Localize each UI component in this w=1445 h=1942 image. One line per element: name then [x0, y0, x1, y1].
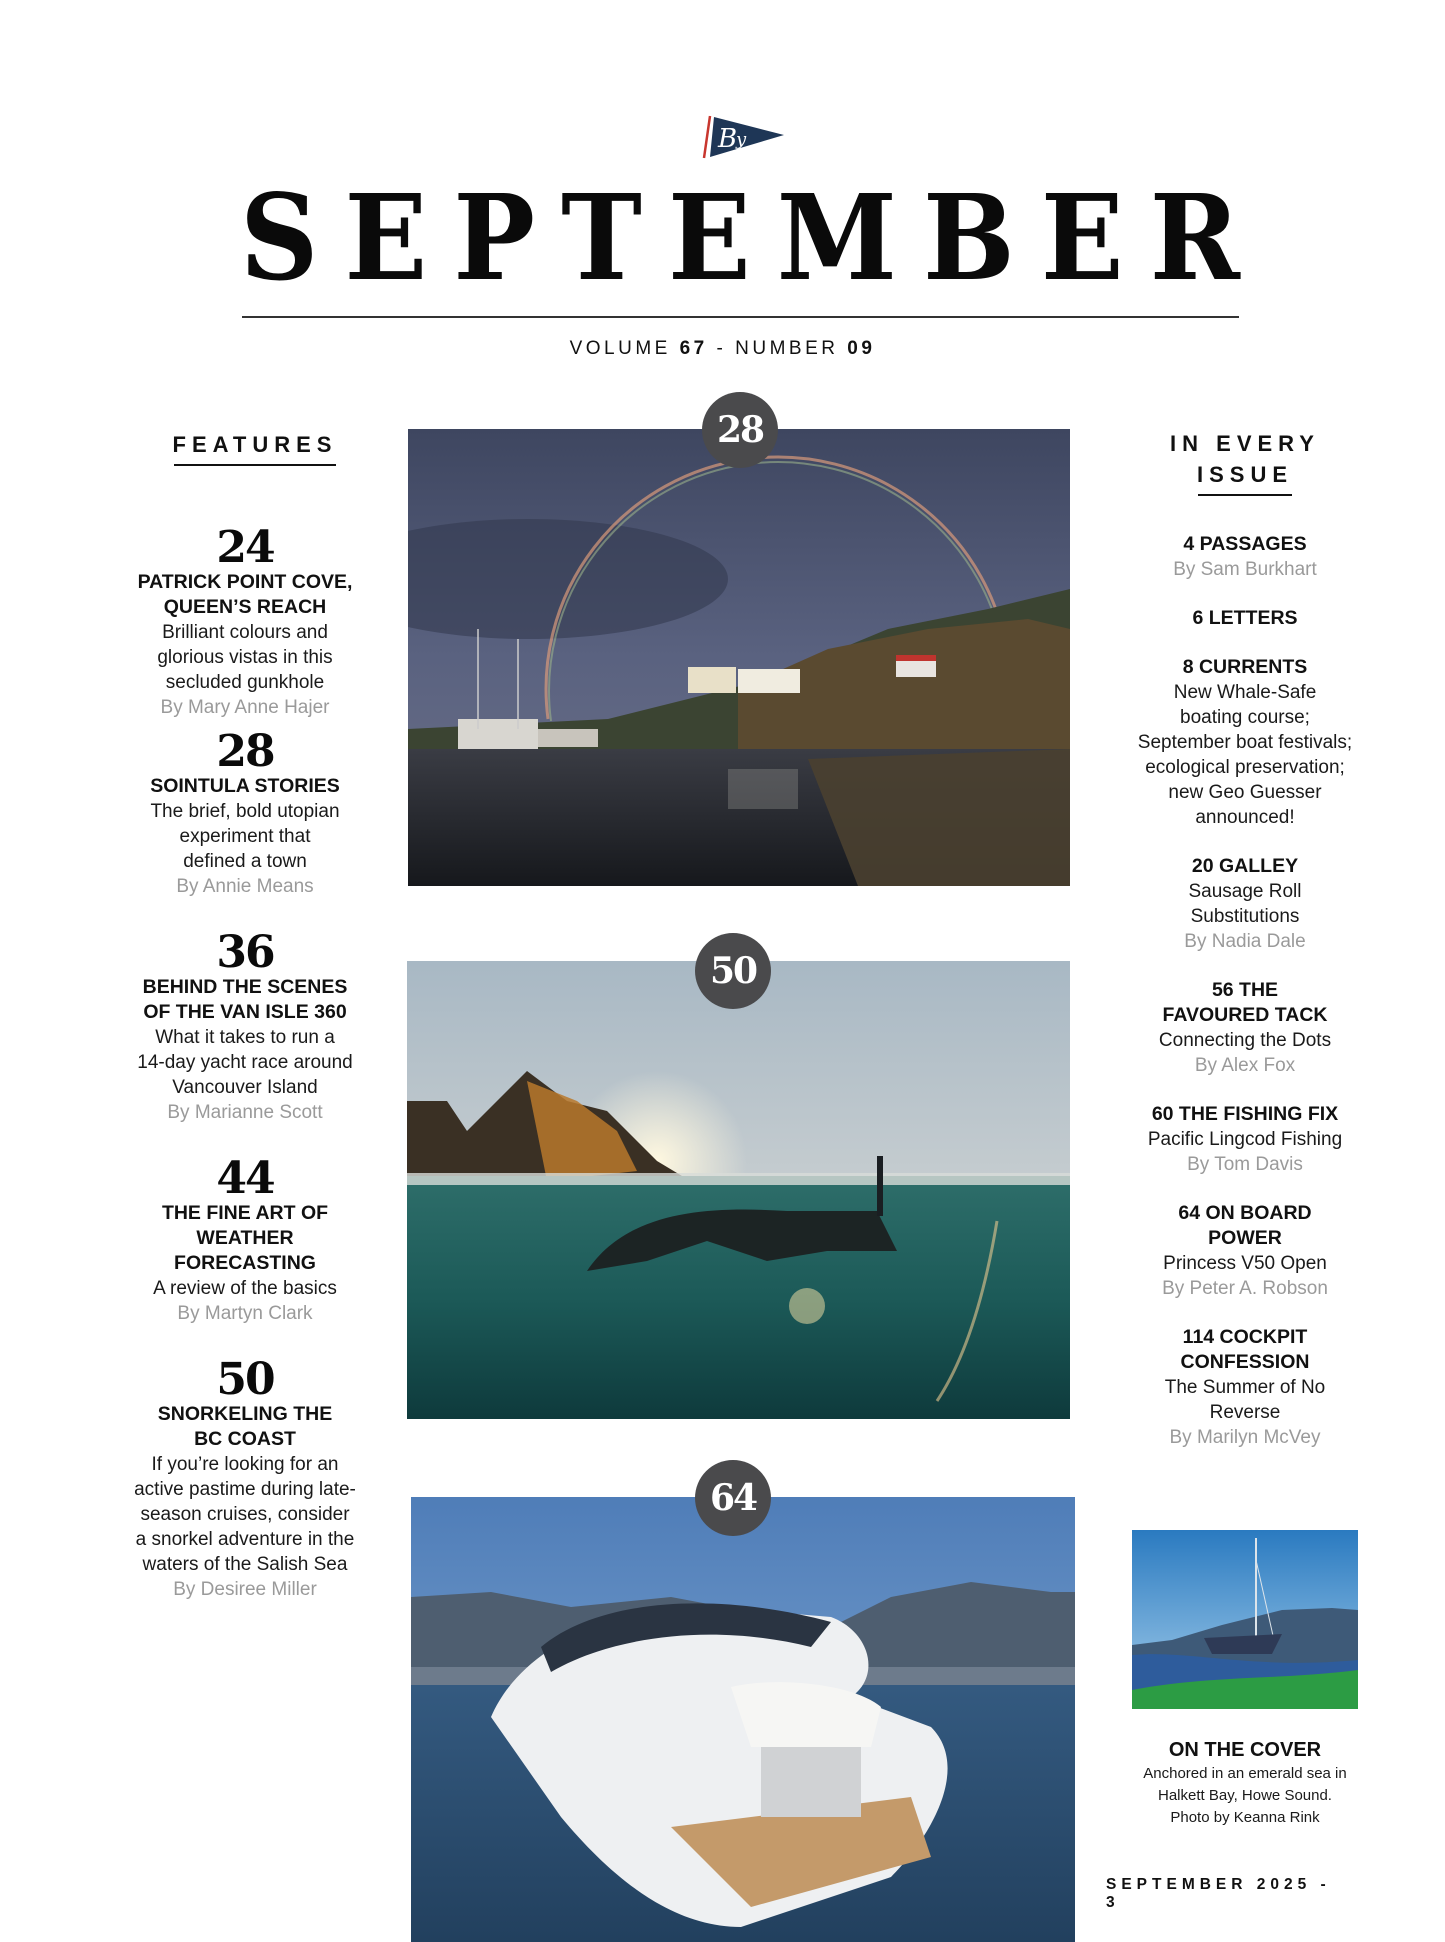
in-every-issue-heading-line: ISSUE: [1196, 462, 1294, 487]
feature-desc-line: season cruises, consider: [140, 1504, 350, 1525]
page-folio: SEPTEMBER 2025 - 3: [1106, 1876, 1331, 1911]
feature-byline: By Marianne Scott: [167, 1102, 323, 1123]
issue-number: 09: [847, 338, 876, 359]
cover-caption: [1112, 1737, 1378, 1829]
feature-byline: By Annie Means: [176, 876, 314, 897]
feature-title: [120, 774, 370, 799]
feature-desc-line: Brilliant colours and: [162, 622, 328, 643]
department-desc-line: September boat festivals;: [1137, 732, 1353, 753]
department-title: [1120, 1201, 1370, 1251]
department-byline: By Alex Fox: [1194, 1055, 1296, 1076]
volume-number: 67: [679, 338, 708, 359]
department-title: 4 PASSAGES: [1183, 533, 1307, 555]
feature-title-line: BC COAST: [194, 1428, 296, 1450]
feature-description: [120, 799, 370, 874]
in-every-issue-underline: [1198, 494, 1292, 496]
masthead-letter: E: [344, 168, 428, 307]
feature-desc-line: experiment that: [179, 826, 311, 847]
department-title-line: POWER: [1208, 1227, 1282, 1249]
feature-title-line: BEHIND THE SCENES: [142, 976, 348, 998]
svg-text:B: B: [718, 124, 738, 154]
masthead-letter: S: [240, 168, 319, 307]
in-every-issue-list: [1120, 532, 1370, 1450]
masthead-letter: M: [776, 168, 897, 307]
department-title-line: CONFESSION: [1180, 1351, 1310, 1373]
volume-separator: -: [716, 338, 727, 359]
cover-caption-title: ON THE COVER: [1168, 1739, 1322, 1761]
feature-desc-line: Vancouver Island: [172, 1077, 318, 1098]
feature-title: [120, 570, 370, 620]
page-badge-50: 50: [695, 933, 771, 1009]
department-description: Pacific Lingcod Fishing: [1147, 1129, 1343, 1150]
department-title-line: FAVOURED TACK: [1162, 1004, 1328, 1026]
page-badge-64: 64: [695, 1460, 771, 1536]
department-byline: By Nadia Dale: [1184, 931, 1306, 952]
department-description: Princess V50 Open: [1163, 1253, 1327, 1274]
feature-desc-line: defined a town: [183, 851, 307, 872]
feature-desc-line: a snorkel adventure in the: [135, 1529, 355, 1550]
department-title: 8 CURRENTS: [1182, 656, 1308, 678]
feature-title-line: THE FINE ART OF: [161, 1202, 329, 1224]
department-desc-line: New Whale-Safe: [1173, 682, 1317, 703]
feature-page-number: 44: [216, 1153, 274, 1204]
department-description: [1120, 1375, 1370, 1425]
department-desc-line: Sausage Roll: [1188, 881, 1302, 902]
feature-desc-line: 14-day yacht race around: [137, 1052, 353, 1073]
masthead-letter: R: [1149, 168, 1240, 307]
feature-desc-line: If you’re looking for an: [151, 1454, 339, 1475]
department-desc-line: ecological preservation;: [1145, 757, 1345, 778]
department-item[interactable]: [1120, 978, 1370, 1078]
cover-thumbnail[interactable]: [1132, 1530, 1358, 1709]
department-item[interactable]: [1120, 1102, 1370, 1177]
department-description: Connecting the Dots: [1158, 1030, 1332, 1051]
department-item[interactable]: [1120, 1201, 1370, 1301]
department-item[interactable]: [1120, 655, 1370, 830]
department-desc-line: Substitutions: [1190, 906, 1300, 927]
feature-desc-line: What it takes to run a: [155, 1027, 335, 1048]
feature-desc-line: A review of the basics: [153, 1278, 337, 1299]
feature-title: [120, 1402, 370, 1452]
feature-item[interactable]: [120, 726, 370, 899]
number-label: NUMBER: [735, 338, 839, 359]
feature-byline: By Mary Anne Hajer: [160, 697, 330, 718]
department-byline: By Sam Burkhart: [1173, 559, 1317, 580]
cover-caption-line: Halkett Bay, Howe Sound.: [1158, 1787, 1332, 1804]
feature-title: [120, 975, 370, 1025]
department-desc-line: boating course;: [1180, 707, 1310, 728]
department-item[interactable]: [1120, 854, 1370, 954]
feature-desc-line: The brief, bold utopian: [150, 801, 340, 822]
cover-caption-line: Anchored in an emerald sea in: [1143, 1765, 1347, 1782]
department-title: [1120, 1325, 1370, 1375]
feature-title: [120, 1201, 370, 1276]
department-description: [1120, 879, 1370, 929]
feature-desc-line: secluded gunkhole: [165, 672, 325, 693]
feature-title-line: SOINTULA STORIES: [150, 775, 340, 797]
in-every-issue-heading: [1140, 428, 1350, 496]
feature-page-number: 50: [216, 1354, 274, 1405]
department-title: 20 GALLEY: [1191, 855, 1299, 877]
masthead-rule: [242, 316, 1239, 318]
issue-volume-line: [0, 338, 1445, 360]
photo-motor-yacht[interactable]: [411, 1497, 1075, 1942]
features-heading-underline: [174, 464, 336, 466]
department-item[interactable]: [1120, 532, 1370, 582]
department-desc-line: The Summer of No: [1164, 1377, 1326, 1398]
feature-description: [120, 1025, 370, 1100]
feature-title-line: QUEEN’S REACH: [163, 596, 327, 618]
feature-item[interactable]: [120, 522, 370, 720]
features-heading: [160, 429, 350, 466]
feature-desc-line: active pastime during late-: [134, 1479, 356, 1500]
volume-label: VOLUME: [569, 338, 671, 359]
feature-item[interactable]: [120, 1354, 370, 1602]
svg-text:y: y: [736, 129, 747, 150]
department-title: [1120, 978, 1370, 1028]
features-list: [120, 522, 370, 1602]
feature-title-line: FORECASTING: [174, 1252, 316, 1274]
feature-description: [120, 1452, 370, 1577]
department-desc-line: announced!: [1195, 807, 1295, 828]
masthead-title: [240, 168, 1240, 307]
department-title-line: 64 ON BOARD: [1178, 1202, 1312, 1224]
department-description: [1120, 680, 1370, 830]
feature-title-line: OF THE VAN ISLE 360: [143, 1001, 347, 1023]
feature-desc-line: glorious vistas in this: [157, 647, 333, 668]
department-byline: By Marilyn McVey: [1169, 1427, 1321, 1448]
masthead-letter: E: [667, 168, 751, 307]
department-desc-line: Reverse: [1209, 1402, 1281, 1423]
feature-byline: By Martyn Clark: [177, 1303, 313, 1324]
feature-title-line: SNORKELING THE: [157, 1403, 333, 1425]
feature-page-number: 36: [216, 927, 274, 978]
features-heading-text: FEATURES: [172, 432, 338, 457]
masthead-letter: E: [1040, 168, 1124, 307]
department-byline: By Tom Davis: [1187, 1154, 1303, 1175]
cover-caption-line: Photo by Keanna Rink: [1170, 1809, 1320, 1826]
feature-byline: By Desiree Miller: [173, 1579, 317, 1600]
feature-page-number: 24: [216, 522, 274, 573]
feature-description: [120, 620, 370, 695]
department-title-line: 114 COCKPIT: [1182, 1326, 1308, 1348]
department-title: 6 LETTERS: [1192, 607, 1298, 629]
feature-title-line: WEATHER: [196, 1227, 294, 1249]
masthead-letter: B: [923, 168, 1015, 307]
department-item[interactable]: [1120, 1325, 1370, 1450]
photo-snorkeler[interactable]: [407, 961, 1070, 1419]
photo-rainbow-harbour[interactable]: [408, 429, 1070, 886]
department-title: 60 THE FISHING FIX: [1151, 1103, 1339, 1125]
department-desc-line: new Geo Guesser: [1168, 782, 1322, 803]
masthead-letter: P: [453, 168, 535, 307]
by-pennant-logo: [700, 113, 790, 163]
feature-item[interactable]: [120, 1153, 370, 1326]
feature-page-number: 28: [216, 726, 274, 777]
feature-title-line: PATRICK POINT COVE,: [137, 571, 353, 593]
in-every-issue-heading-line: IN EVERY: [1170, 431, 1320, 456]
department-item[interactable]: [1120, 606, 1370, 631]
masthead-letter: T: [561, 168, 642, 307]
feature-desc-line: waters of the Salish Sea: [142, 1554, 348, 1575]
page-badge-28: 28: [702, 392, 778, 468]
feature-item[interactable]: [120, 927, 370, 1125]
department-title-line: 56 THE: [1211, 979, 1279, 1001]
department-byline: By Peter A. Robson: [1162, 1278, 1328, 1299]
feature-description: [120, 1276, 370, 1301]
